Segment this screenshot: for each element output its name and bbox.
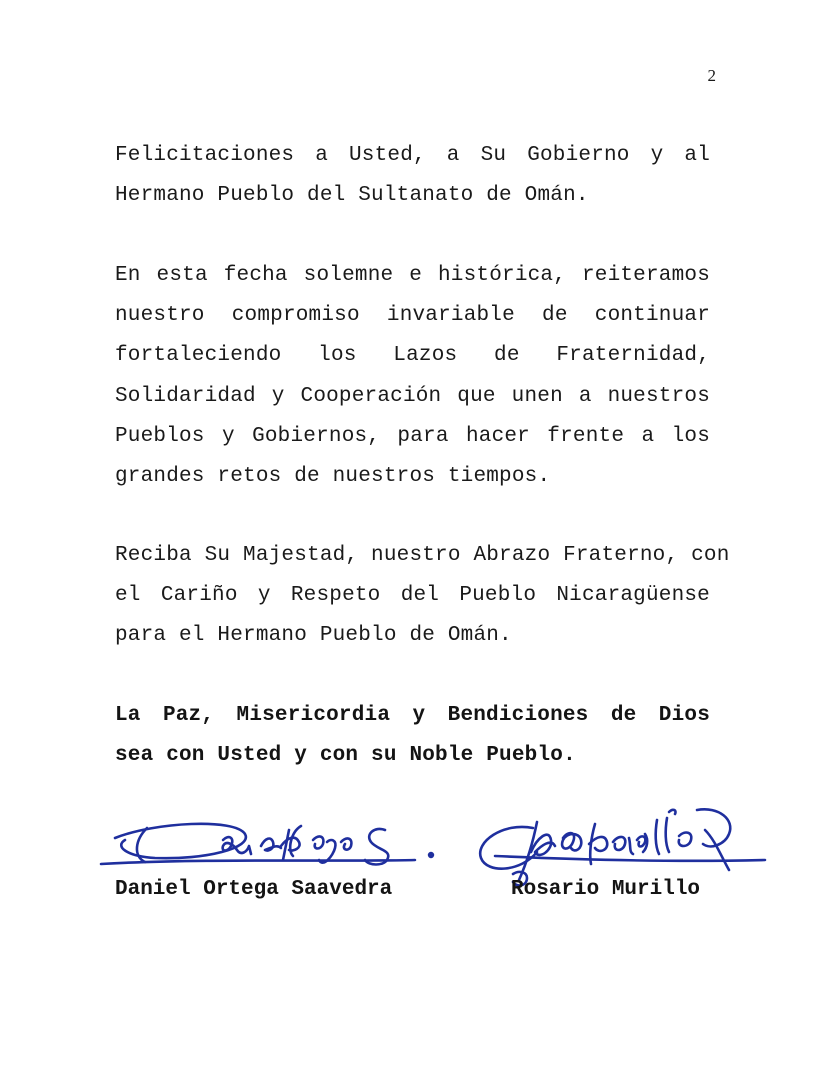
handwritten-signatures	[85, 800, 785, 920]
right-signature-scrawl	[480, 809, 765, 885]
text-line: para el Hermano Pueblo de Omán.	[115, 624, 512, 648]
text-line: sea con Usted y con su Noble Pueblo.	[115, 744, 576, 768]
text-line: el Cariño y Respeto del Pueblo Nicaragüense	[115, 584, 710, 608]
signer-name-left: Daniel Ortega Saavedra	[115, 878, 393, 901]
text-line: Solidaridad y Cooperación que unen a nuestros	[115, 384, 710, 408]
text-line: Hermano Pueblo del Sultanato de Omán.	[115, 184, 589, 208]
text-line: fortaleciendo los Lazos de Fraternidad,	[115, 344, 710, 368]
blessing-paragraph	[115, 696, 710, 776]
signer-name-right: Rosario Murillo	[511, 878, 701, 901]
text-line: nuestro compromiso invariable de continuar	[115, 304, 710, 328]
embrace-paragraph	[115, 536, 730, 657]
text-line: Pueblos y Gobiernos, para hacer frente a los	[115, 424, 710, 448]
page-number: 2	[707, 66, 716, 85]
text-line: Felicitaciones a Usted, a Su Gobierno y al	[115, 144, 710, 167]
left-signature-scrawl	[101, 824, 433, 865]
signature-area	[85, 800, 785, 920]
text-line: grandes retos de nuestros tiempos.	[115, 465, 551, 489]
text-line: La Paz, Misericordia y Bendiciones de Dios	[115, 704, 710, 727]
text-line: En esta fecha solemne e histórica, reiteramos	[115, 264, 710, 287]
greeting-paragraph	[115, 136, 710, 216]
text-line: Reciba Su Majestad, nuestro Abrazo Fraterno, con	[115, 544, 730, 567]
commitment-paragraph	[115, 256, 710, 497]
